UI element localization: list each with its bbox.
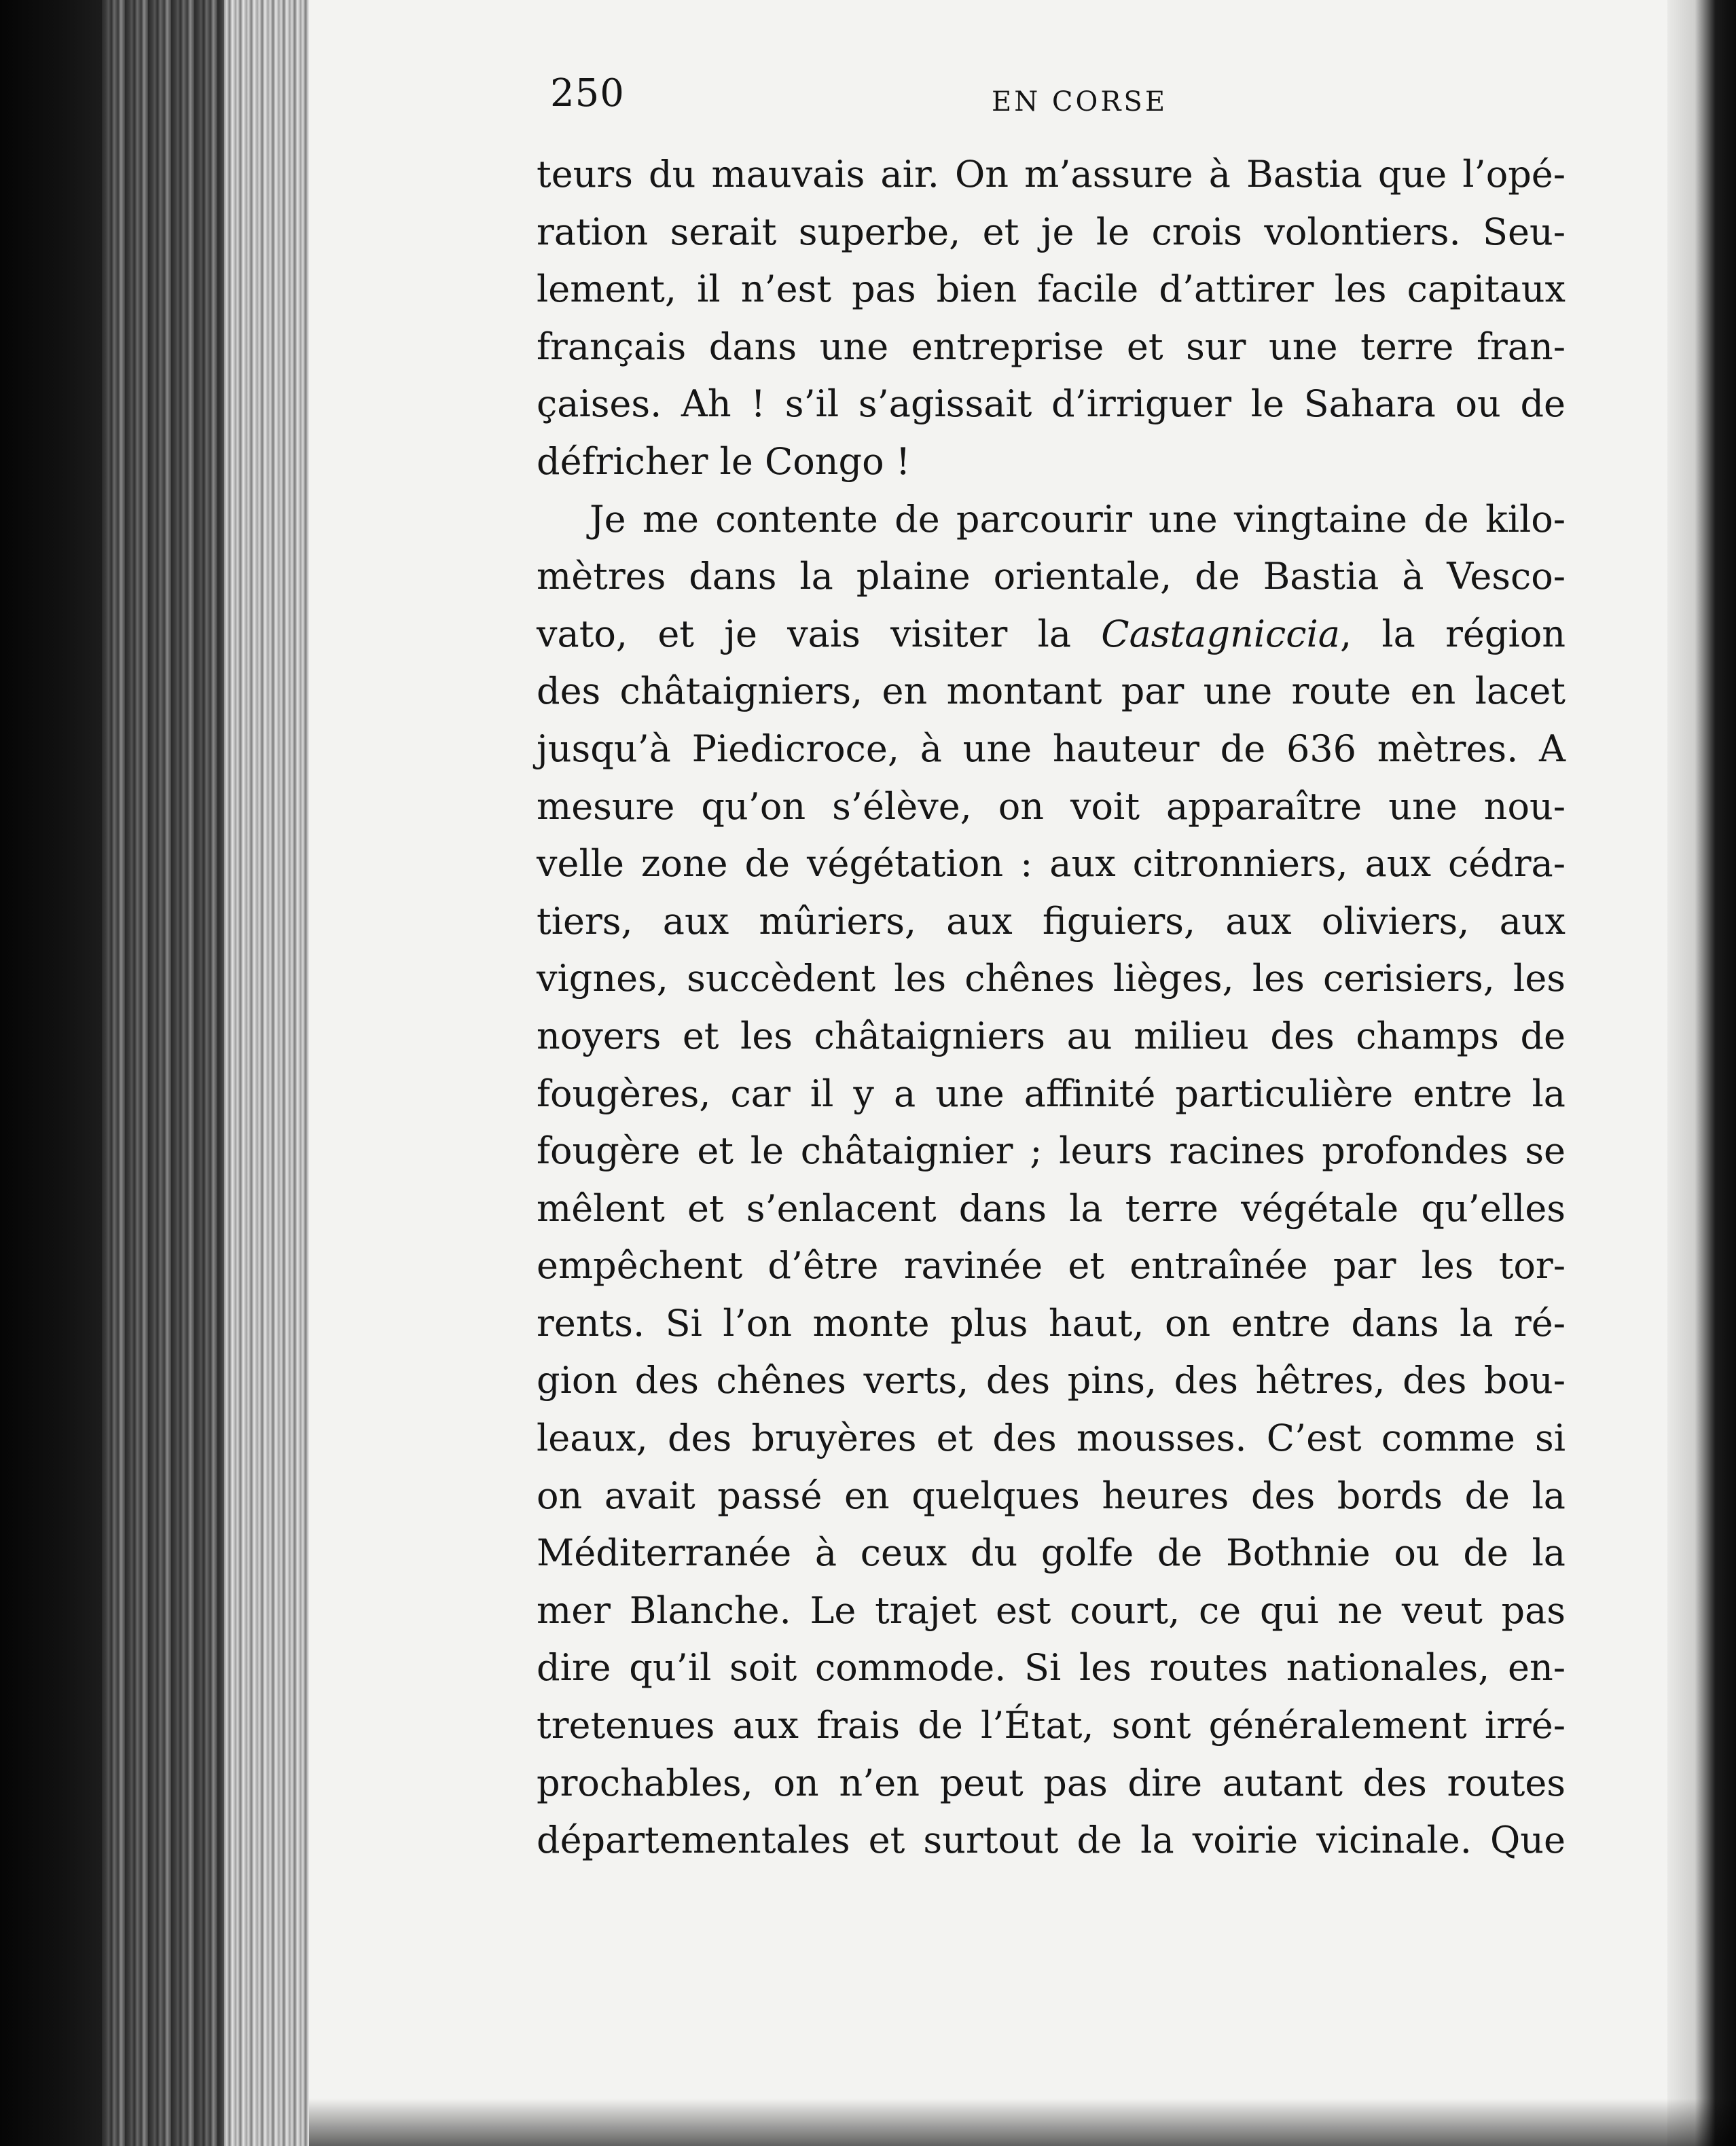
italic-place-name: Castagniccia — [1101, 612, 1340, 655]
text-line: mer Blanche. Le trajet est court, ce qui ne veut pas — [537, 1588, 1566, 1632]
text-line: mètres dans la plaine orientale, de Bastia à Vesco- — [537, 555, 1566, 598]
text-line: çaises. Ah ! s’il s’agissait d’irriguer le Sahara ou de — [537, 382, 1566, 426]
text-line: ration serait superbe, et je le crois volontiers. Seu- — [537, 210, 1566, 253]
book-binding — [0, 0, 102, 2146]
text-line: dire qu’il soit commode. Si les routes nationales, en- — [537, 1646, 1566, 1690]
text-line — [537, 606, 1566, 663]
text-line: tretenues aux frais de l’État, sont généralement irré- — [537, 1704, 1566, 1747]
text-line: gion des chênes verts, des pins, des hêtres, des bou- — [537, 1359, 1566, 1402]
text-line: français dans une entreprise et sur une terre fran- — [537, 325, 1566, 368]
text-line: rents. Si l’on monte plus haut, on entre dans la ré- — [537, 1301, 1566, 1345]
text-line: Je me contente de parcourir une vingtaine de kilo- — [590, 497, 1566, 541]
text-line: fougère et le châtaignier ; leurs racines profondes se — [537, 1129, 1566, 1173]
text-line: noyers et les châtaigniers au milieu des champs de — [537, 1014, 1566, 1057]
text-line: vignes, succèdent les chênes lièges, les cerisiers, les — [537, 957, 1566, 1000]
page-number: 250 — [550, 71, 625, 115]
text-line-inner: vato, et je vais visiter la Castagniccia, la région — [537, 612, 1566, 655]
text-line: Méditerranée à ceux du golfe de Bothnie ou de la — [537, 1531, 1566, 1575]
text-line: jusqu’à Piedicroce, à une hauteur de 636 mètres. A — [537, 727, 1566, 770]
text-line: prochables, on n’en peut pas dire autant des routes — [537, 1761, 1566, 1804]
text-line: fougères, car il y a une affinité particulière entre la — [537, 1072, 1566, 1115]
text-line: des châtaigniers, en montant par une route en lacet — [537, 670, 1566, 713]
text-line: mêlent et s’enlacent dans la terre végétale qu’elles — [537, 1186, 1566, 1230]
text-line: lement, il n’est pas bien facile d’attirer les capitaux — [537, 268, 1566, 311]
text-line: défricher le Congo ! — [537, 439, 911, 483]
text-line: mesure qu’on s’élève, on voit apparaître une nou- — [537, 784, 1566, 828]
running-title: EN CORSE — [992, 86, 1168, 117]
bottom-shadow — [309, 2098, 1736, 2146]
text-line: on avait passé en quelques heures des bords de la — [537, 1474, 1566, 1517]
text-line: tiers, aux mûriers, aux figuiers, aux oliviers, aux — [537, 899, 1566, 943]
text-line: velle zone de végétation : aux citronniers, aux cédra- — [537, 842, 1566, 886]
page-header — [550, 71, 1569, 126]
text-line: empêchent d’être ravinée et entraînée par les tor- — [537, 1244, 1566, 1288]
body-text — [537, 146, 1566, 1870]
text-line: départementales et surtout de la voirie vicinale. Que — [537, 1819, 1566, 1862]
right-page-edge — [1667, 0, 1736, 2146]
text-line: leaux, des bruyères et des mousses. C’est comme si — [537, 1417, 1566, 1460]
text-line: teurs du mauvais air. On m’assure à Bastia que l’opé- — [537, 153, 1566, 196]
